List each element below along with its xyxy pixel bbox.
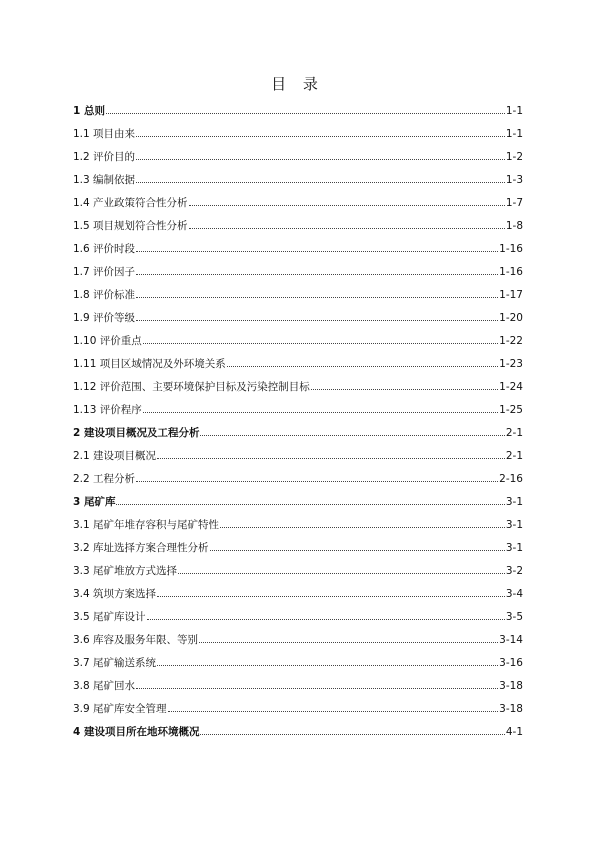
toc-leader-dots [168,703,499,712]
toc-entry-label: 2 建设项目概况及工程分析 [73,427,200,439]
toc-leader-dots [106,105,505,114]
toc-entry[interactable] [73,494,523,517]
toc-entry-label: 1.6 评价时段 [73,243,136,255]
toc-entry-page-number: 1-2 [505,151,523,163]
toc-entry-label: 3.2 库址选择方案合理性分析 [73,542,209,554]
toc-leader-dots [116,496,504,505]
toc-entry-label: 2.2 工程分析 [73,473,136,485]
toc-entry-page-number: 3-18 [499,680,523,692]
toc-entry-page-number: 1-8 [505,220,523,232]
toc-leader-dots [136,243,498,252]
toc-list [73,103,523,747]
toc-leader-dots [220,519,505,528]
toc-entry[interactable] [73,655,523,678]
toc-entry[interactable] [73,287,523,310]
toc-entry[interactable] [73,149,523,172]
toc-entry[interactable] [73,678,523,701]
toc-leader-dots [157,588,505,597]
toc-entry-page-number: 3-1 [505,519,523,531]
toc-entry[interactable] [73,126,523,149]
toc-entry-page-number: 3-14 [499,634,523,646]
toc-entry-page-number: 1-23 [499,358,523,370]
toc-entry[interactable] [73,379,523,402]
toc-entry-label: 3 尾矿库 [73,496,116,508]
toc-entry-page-number: 1-1 [505,128,523,140]
toc-leader-dots [143,404,498,413]
toc-entry[interactable] [73,540,523,563]
toc-leader-dots [136,473,498,482]
toc-leader-dots [147,611,505,620]
toc-entry-label: 3.6 库容及服务年限、等别 [73,634,199,646]
toc-entry-label: 3.3 尾矿堆放方式选择 [73,565,178,577]
toc-entry[interactable] [73,701,523,724]
toc-entry[interactable] [73,563,523,586]
toc-leader-dots [200,427,504,436]
toc-entry-label: 3.8 尾矿回水 [73,680,136,692]
toc-entry-label: 1.13 评价程序 [73,404,142,416]
toc-entry-page-number: 2-16 [499,473,523,485]
toc-entry-label: 1.5 项目规划符合性分析 [73,220,188,232]
toc-entry[interactable] [73,632,523,655]
toc-leader-dots [136,680,498,689]
toc-entry-label: 1.3 编制依据 [73,174,136,186]
toc-entry-page-number: 1-3 [505,174,523,186]
toc-entry-label: 1.12 评价范围、主要环境保护目标及污染控制目标 [73,381,310,393]
toc-leader-dots [136,174,505,183]
toc-entry-page-number: 3-18 [499,703,523,715]
toc-entry-page-number: 2-1 [505,450,523,462]
toc-entry-label: 2.1 建设项目概况 [73,450,157,462]
toc-entry-page-number: 2-1 [505,427,523,439]
toc-entry[interactable] [73,218,523,241]
toc-leader-dots [178,565,505,574]
toc-entry-page-number: 1-25 [499,404,523,416]
toc-entry[interactable] [73,448,523,471]
toc-entry-page-number: 1-22 [499,335,523,347]
toc-entry-label: 1.8 评价标准 [73,289,136,301]
toc-entry-label: 1.2 评价目的 [73,151,136,163]
toc-leader-dots [227,358,498,367]
toc-entry-page-number: 1-1 [505,105,523,117]
toc-entry-page-number: 1-16 [499,266,523,278]
toc-entry[interactable] [73,724,523,747]
toc-entry-label: 3.7 尾矿输送系统 [73,657,157,669]
toc-entry[interactable] [73,425,523,448]
toc-leader-dots [210,542,505,551]
toc-entry[interactable] [73,172,523,195]
toc-leader-dots [136,151,505,160]
toc-entry[interactable] [73,517,523,540]
toc-entry-page-number: 1-16 [499,243,523,255]
toc-entry-label: 3.1 尾矿年堆存容积与尾矿特性 [73,519,220,531]
toc-entry[interactable] [73,241,523,264]
toc-leader-dots [157,657,498,666]
toc-entry-label: 1.11 项目区域情况及外环境关系 [73,358,226,370]
toc-leader-dots [136,128,505,137]
toc-entry[interactable] [73,195,523,218]
toc-leader-dots [136,266,498,275]
toc-entry-page-number: 1-17 [499,289,523,301]
toc-entry-label: 3.5 尾矿库设计 [73,611,146,623]
toc-entry-label: 1.9 评价等级 [73,312,136,324]
toc-title: 目 录 [271,75,324,93]
toc-entry[interactable] [73,310,523,333]
toc-entry-page-number: 4-1 [505,726,523,738]
toc-leader-dots [143,335,498,344]
toc-leader-dots [189,220,505,229]
toc-leader-dots [136,312,498,321]
toc-leader-dots [311,381,498,390]
toc-entry-page-number: 3-5 [505,611,523,623]
toc-entry-page-number: 3-1 [505,496,523,508]
toc-entry-page-number: 3-2 [505,565,523,577]
toc-entry-page-number: 1-24 [499,381,523,393]
toc-leader-dots [189,197,505,206]
toc-leader-dots [157,450,505,459]
toc-entry-label: 3.4 筑坝方案选择 [73,588,157,600]
toc-entry-label: 1.1 项目由来 [73,128,136,140]
toc-entry[interactable] [73,586,523,609]
toc-entry-page-number: 1-7 [505,197,523,209]
toc-leader-dots [200,726,504,735]
toc-entry[interactable] [73,609,523,632]
toc-entry-page-number: 3-4 [505,588,523,600]
toc-entry[interactable] [73,103,523,126]
toc-entry-label: 1.10 评价重点 [73,335,142,347]
toc-entry[interactable] [73,333,523,356]
toc-leader-dots [136,289,498,298]
toc-entry-label: 1.4 产业政策符合性分析 [73,197,188,209]
toc-entry[interactable] [73,356,523,379]
toc-entry-label: 1 总则 [73,105,105,117]
toc-entry[interactable] [73,471,523,494]
toc-entry[interactable] [73,402,523,425]
toc-entry-page-number: 1-20 [499,312,523,324]
toc-entry-label: 4 建设项目所在地环境概况 [73,726,200,738]
toc-entry[interactable] [73,264,523,287]
toc-entry-page-number: 3-1 [505,542,523,554]
toc-entry-page-number: 3-16 [499,657,523,669]
toc-leader-dots [199,634,498,643]
toc-entry-label: 3.9 尾矿库安全管理 [73,703,167,715]
toc-entry-label: 1.7 评价因子 [73,266,136,278]
